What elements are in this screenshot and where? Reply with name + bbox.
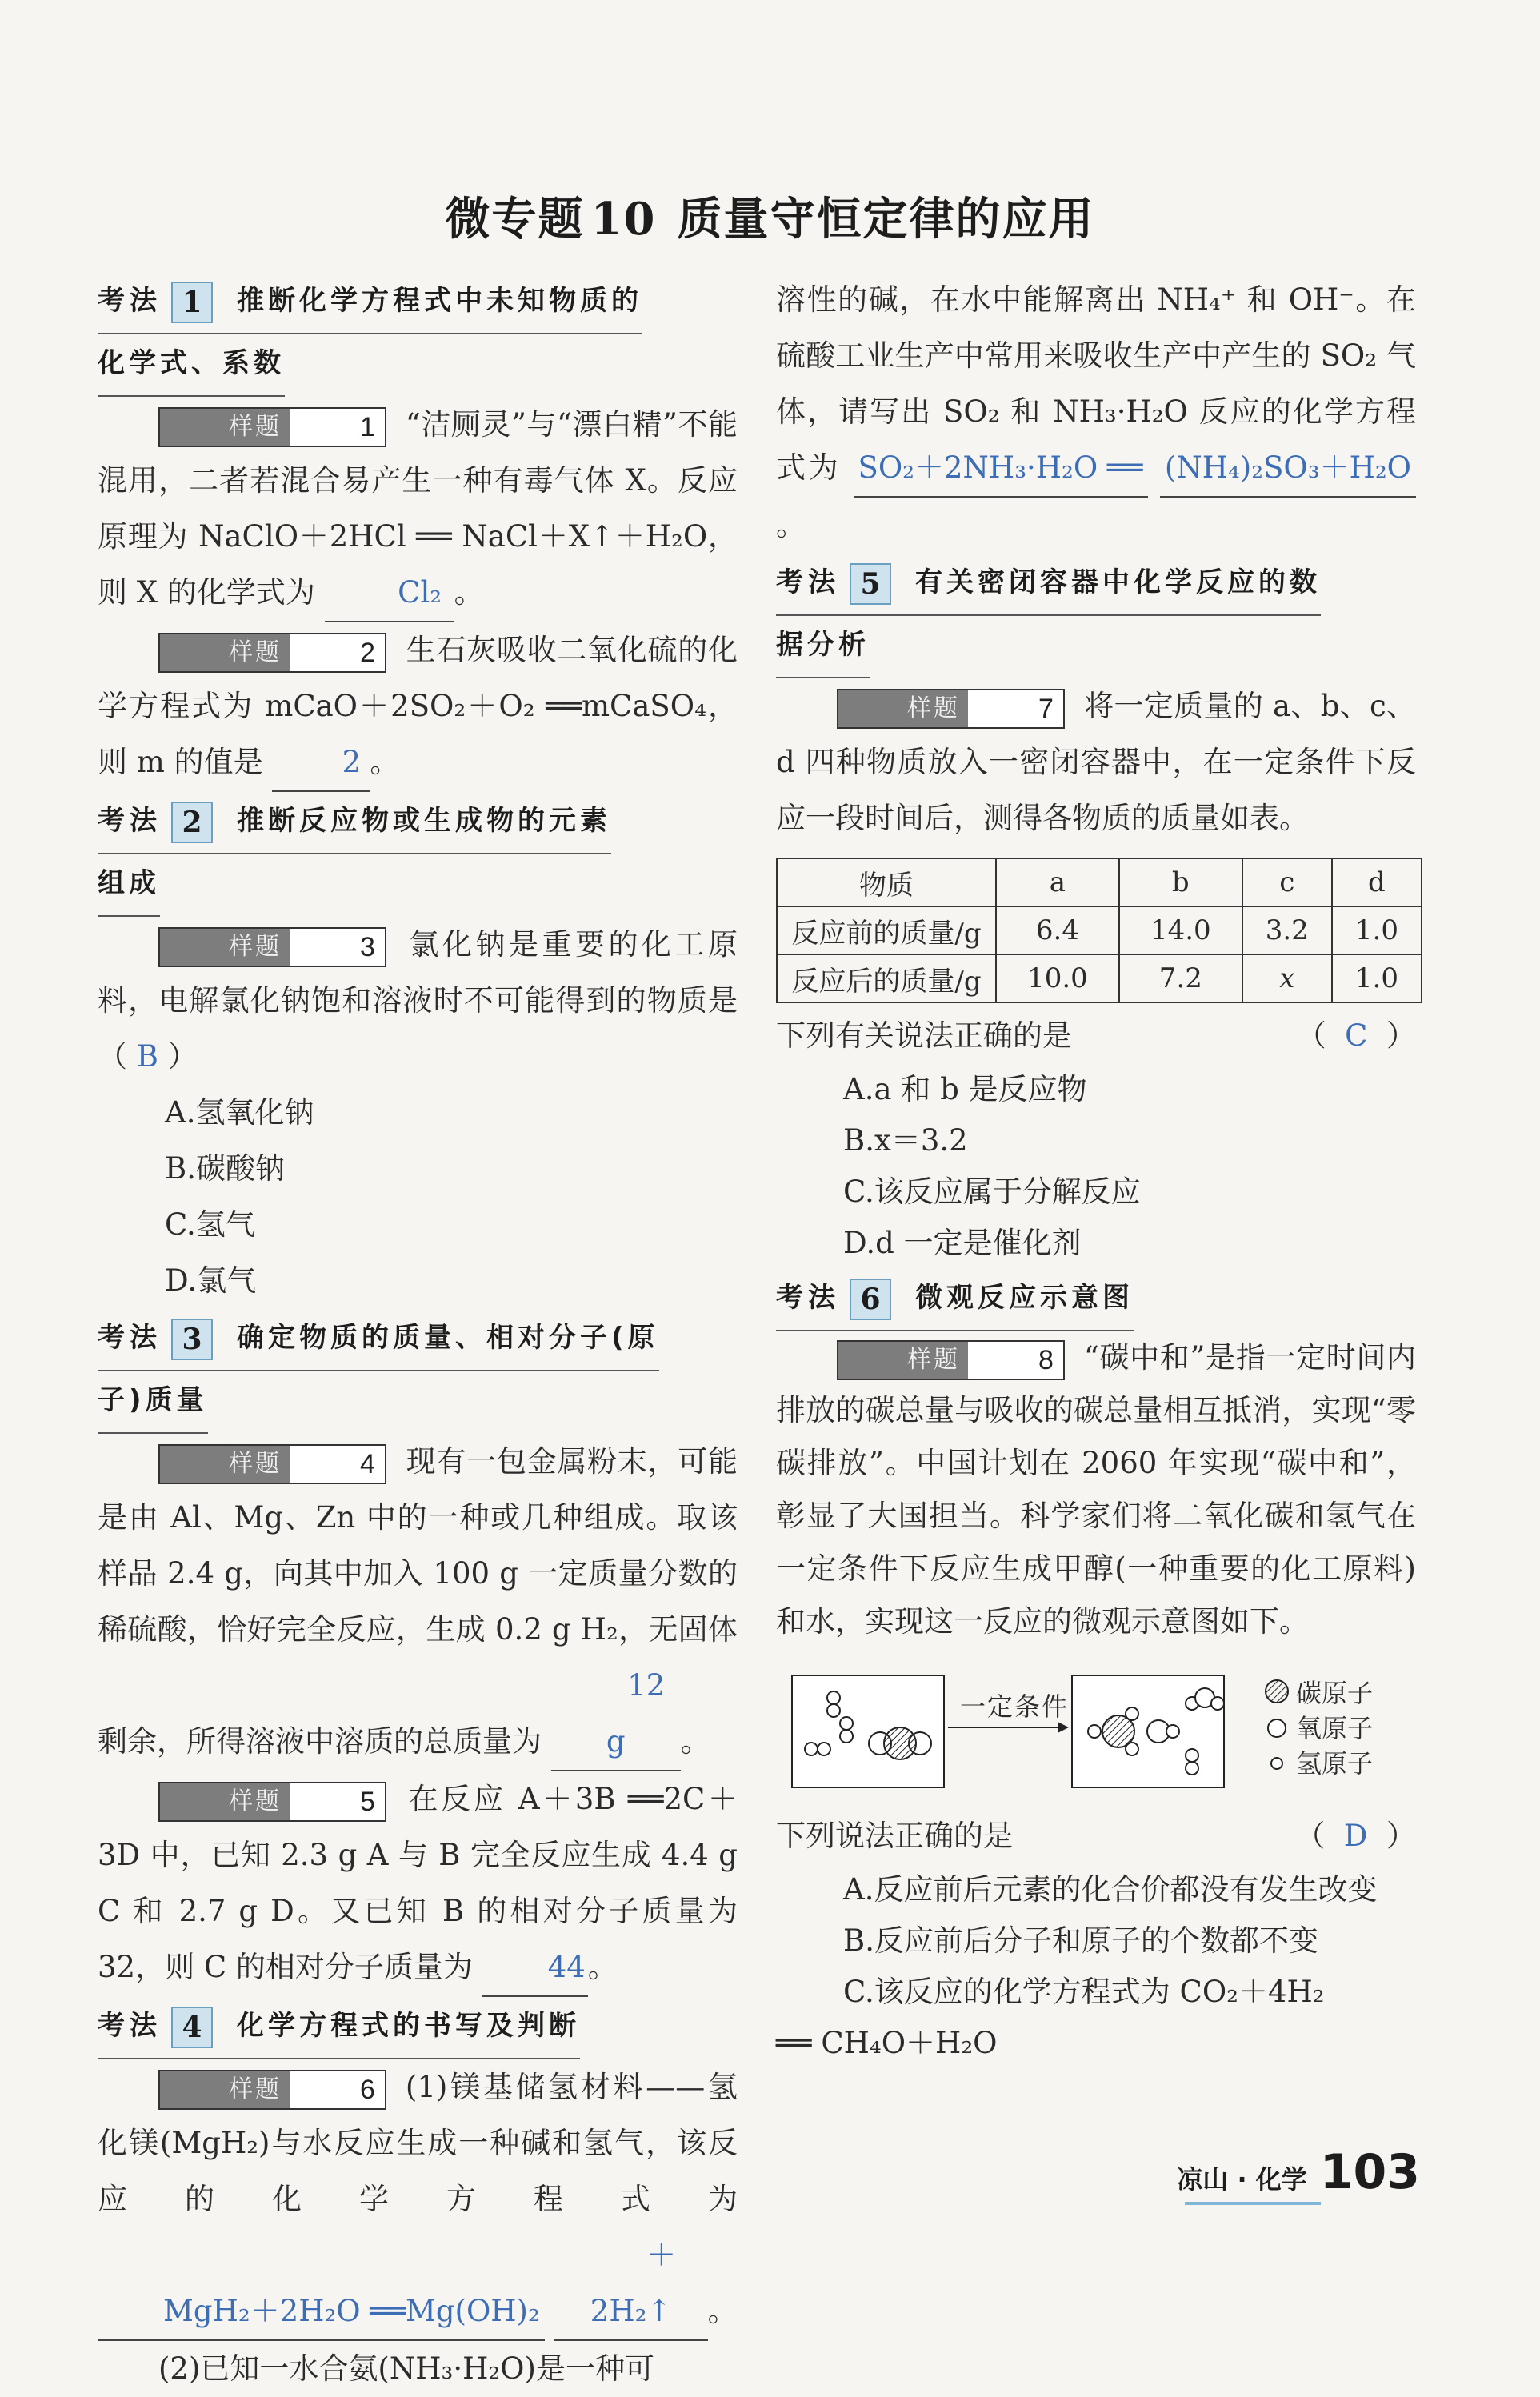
option: D.d 一定是催化剂	[843, 1226, 1082, 1260]
example-6-continued: 溶性的碱，在水中能解离出 NH₄⁺ 和 OH⁻。在硫酸工业生产中常用来吸收生产中产生的 SO₂ 气体，请写出 SO₂ 和 NH₃·H₂O 反应的化学方程式为 SO₂＋2NH₃·H₂O ══ (NH₄)₂SO₃＋H₂O。	[776, 282, 1416, 542]
option: B.碳酸钠	[165, 1151, 285, 1186]
answer-blank: 12 g	[551, 1658, 681, 1771]
kaofa-label: 考法	[98, 285, 162, 317]
reactant-box	[792, 1675, 944, 1787]
table-cell: 14.0	[1119, 906, 1242, 954]
example-7: 样题 7 将一定质量的 a、b、c、d 四种物质放入一密闭容器中，在一定条件下反应一段时间后，测得各物质的质量如表。	[776, 689, 1416, 835]
page-number: 103	[1319, 2144, 1420, 2200]
example-6: 样题 6 (1)镁基储氢材料——氢化镁(MgH₂)与水反应生成一种碱和氢气，该反应的化学方程式为 MgH₂＋2H₂O ══Mg(OH)₂ ＋2H₂↑ 。	[98, 2059, 738, 2341]
table-cell: 1.0	[1332, 954, 1422, 1002]
legend-hydrogen: 氢原子	[1296, 1748, 1374, 1779]
table-cell: 10.0	[996, 954, 1119, 1002]
diagram-legend	[1296, 1675, 1373, 1781]
option: A.反应前后元素的化合价都没有发生改变	[843, 1872, 1378, 1907]
page-footer	[1177, 2144, 1420, 2200]
right-column	[776, 272, 1416, 2069]
co2-molecule	[869, 1727, 931, 1759]
carbon-atom-symbol	[1266, 1680, 1288, 1703]
table-cell: 7.2	[1119, 954, 1242, 1002]
answer: D	[1343, 1819, 1368, 1853]
options-7	[776, 1064, 1416, 1269]
example-tag: 样题 1	[158, 407, 386, 447]
example-5: 样题 5 在反应 A＋3B ══2C＋3D 中，已知 2.3 g A 与 B 完全反应生成 4.4 g C 和 2.7 g D。又已知 B 的相对分子质量为 32，则 C 的相对分子质量为 44。	[98, 1771, 738, 1997]
example-text: “洁厕灵”与“漂白精”不能混用，二者若混合易产生一种有毒气体 X。反应原理为 NaClO＋2HCl ══ NaCl＋X↑＋H₂O，则 X 的化学式为	[98, 407, 738, 610]
example-tag: 样题 4	[158, 1444, 386, 1484]
table-row	[777, 906, 1422, 954]
table-cell: b	[1119, 858, 1242, 906]
option: B.x＝3.2	[843, 1123, 968, 1158]
answer-blank: (NH₄)₂SO₃＋H₂O	[1160, 440, 1416, 498]
answer-blank: MgH₂＋2H₂O ══Mg(OH)₂	[98, 2283, 545, 2341]
answer: B	[136, 1039, 158, 1074]
example-2: 样题 2 生石灰吸收二氧化硫的化学方程式为 mCaO＋2SO₂＋O₂ ══mCaSO₄，则 m 的值是 2 。	[98, 622, 738, 792]
option: A.氢氧化钠	[165, 1095, 314, 1130]
answer-blank: 44	[482, 1939, 588, 1997]
answer-blank: 2	[272, 734, 370, 792]
example-tag: 样题 6	[158, 2070, 386, 2110]
table-cell: d	[1332, 858, 1422, 906]
example-3: 样题 3 氯化钠是重要的化工原料，电解氯化钠饱和溶液时不可能得到的物质是（ B ）	[98, 927, 738, 1074]
answer: C	[1345, 1018, 1368, 1053]
kaofa-2-heading: 考法 2 推断反应物或生成物的元素 组成	[98, 792, 738, 917]
example-7-stem: 下列有关说法正确的是 （ C ）	[776, 1018, 1416, 1053]
option: C.该反应的化学方程式为 CO₂＋4H₂	[843, 1975, 1325, 2009]
option: A.a 和 b 是反应物	[843, 1072, 1087, 1106]
example-1: 样题 1 “洁厕灵”与“漂白精”不能混用，二者若混合易产生一种有毒气体 X。反应原理为 NaClO＋2HCl ══ NaCl＋X↑＋H₂O，则 X 的化学式为 Cl₂ 。	[98, 397, 738, 622]
example-8-stem: 下列说法正确的是 （ D ）	[776, 1819, 1416, 1853]
footer-subject: 凉山 · 化学	[1177, 2164, 1307, 2195]
kaofa-5-heading: 考法 5 有关密闭容器中化学反应的数 据分析	[776, 554, 1416, 678]
table-cell: c	[1242, 858, 1332, 906]
table-cell: 反应前的质量/g	[777, 906, 996, 954]
kaofa-1-heading	[98, 272, 738, 397]
answer-blank: Cl₂	[325, 565, 454, 622]
option-cont: ══ CH₄O＋H₂O	[776, 2026, 998, 2060]
page-title	[0, 184, 1540, 248]
kaofa-number: 1	[171, 282, 213, 323]
title-prefix: 微专题	[445, 194, 585, 246]
example-tag: 样题 2	[158, 633, 386, 673]
example-tag: 样题 3	[158, 927, 386, 967]
example-tag: 样题 5	[158, 1782, 386, 1822]
hydrogen-atom-symbol	[1271, 1758, 1282, 1769]
kaofa-6-heading: 考法 6 微观反应示意图	[776, 1269, 1416, 1331]
example-tag: 样题 8	[837, 1340, 1065, 1380]
option: C.氢气	[165, 1207, 255, 1242]
option: B.反应前后分子和原子的个数都不变	[843, 1923, 1318, 1958]
left-column	[98, 272, 738, 2397]
example-tag: 样题 7	[837, 689, 1065, 729]
table-cell: x	[1242, 954, 1332, 1002]
table-cell: 3.2	[1242, 906, 1332, 954]
table-row	[777, 954, 1422, 1002]
title-number: 10	[590, 193, 657, 246]
table-cell: 6.4	[996, 906, 1119, 954]
mass-table	[776, 858, 1422, 1003]
answer-blank: ＋2H₂↑	[554, 2227, 708, 2341]
example-text: 生石灰吸收二氧化硫的化学方程式为 mCaO＋2SO₂＋O₂ ══mCaSO₄，则 m 的值是	[98, 633, 738, 779]
example-8: 样题 8 “碳中和”是指一定时间内排放的碳总量与吸收的碳总量相互抵消，实现“零碳排放”。中国计划在 2060 年实现“碳中和”，彰显了大国担当。科学家们将二氧化碳和氢气在一定条件下反应生成甲醇(一种重要的化工原料)和水，实现这一反应的微观示意图如下。	[776, 1340, 1416, 1639]
options-3	[98, 1085, 738, 1309]
table-cell: 物质	[777, 858, 996, 906]
table-header-row	[777, 858, 1422, 906]
option: C.该反应属于分解反应	[843, 1174, 1141, 1209]
example-6-part2: (2)已知一水合氨(NH₃·H₂O)是一种可	[158, 2351, 654, 2386]
kaofa-3-heading: 考法 3 确定物质的质量、相对分子(原 子)质量	[98, 1309, 738, 1434]
kaofa-title-cont: 化学式、系数	[98, 334, 285, 397]
micro-reaction-diagram	[776, 1659, 1416, 1803]
kaofa-title: 推断化学方程式中未知物质的	[237, 285, 642, 317]
answer-blank: SO₂＋2NH₃·H₂O ══	[854, 440, 1148, 498]
kaofa-4-heading: 考法 4 化学方程式的书写及判断	[98, 1997, 738, 2059]
oxygen-atom-symbol	[1268, 1719, 1286, 1737]
title-text: 质量守恒定律的应用	[677, 194, 1095, 246]
table-cell: 1.0	[1332, 906, 1422, 954]
arrow-label: 一定条件	[960, 1691, 1070, 1722]
legend-oxygen: 氧原子	[1296, 1713, 1374, 1743]
legend-carbon: 碳原子	[1296, 1678, 1374, 1708]
table-cell: 反应后的质量/g	[777, 954, 996, 1002]
example-4: 样题 4 现有一包金属粉末，可能是由 Al、Mg、Zn 中的一种或几种组成。取该样品 2.4 g，向其中加入 100 g 一定质量分数的稀硫酸，恰好完全反应，生成 0.2 g H₂，无固体剩余，所得溶液中溶质的总质量为 12 g 。	[98, 1434, 738, 1771]
table-cell: a	[996, 858, 1119, 906]
footer-accent-bar	[1185, 2202, 1321, 2205]
option: D.氯气	[165, 1263, 257, 1298]
